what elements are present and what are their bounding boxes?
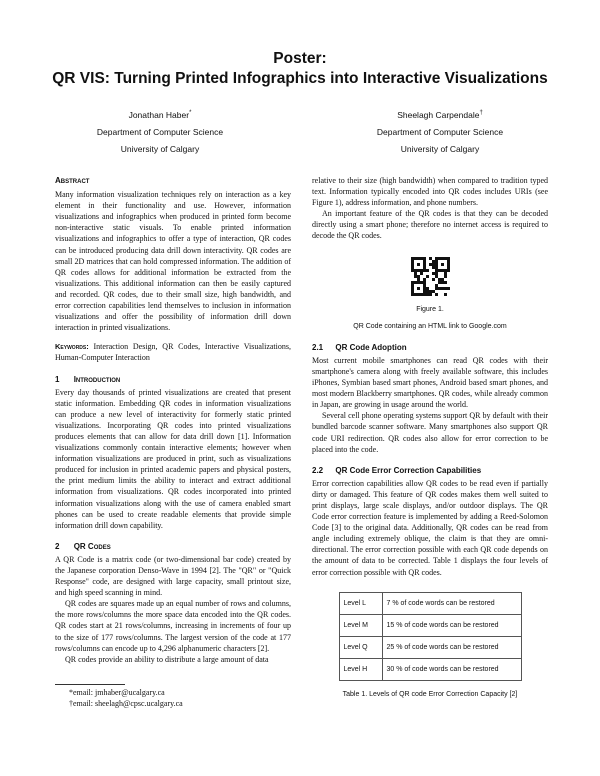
figure-1-caption: QR Code containing an HTML link to Google.com: [353, 322, 507, 330]
author-1-name: Jonathan Haber: [128, 110, 190, 120]
author-1: [60, 110, 260, 154]
table-cell-level: Level L: [339, 592, 382, 614]
section-2-1-heading: [312, 342, 548, 353]
table-cell-level: Level Q: [339, 636, 382, 658]
table-row: [339, 592, 521, 614]
footnote-1: *email: jmhaber@ucalgary.ca: [69, 688, 165, 697]
section-2-1-number: 2.1: [312, 342, 324, 352]
keywords: [55, 341, 291, 363]
section-2-1-paragraph-1: Most current mobile smartphones can read QR codes with their smartphone's camera along with freely available software, this includes iPhones, Symbian based smart phones, Android based smart phones, and most modern Blackberry smartphones. QR codes, while already common in Japan, are growing in usage around the world.: [312, 355, 548, 410]
section-2-paragraph-2: QR codes are squares made up an equal number of rows and columns, the more rows/columns the more space data encoded into the QR codes. QR codes start at 21 rows/columns, increasing in increments of four up to the size of 177 rows/columns. The largest version of the code at 177 rows/columns can encode up to 4,296 alphanumeric characters [2].: [55, 599, 291, 653]
author-2-dept: Department of Computer Science: [376, 127, 504, 137]
right-column: [312, 175, 548, 700]
author-2-mark: †: [479, 110, 483, 117]
author-1-dept: Department of Computer Science: [96, 127, 224, 137]
table-1-caption: Table 1. Levels of QR code Error Correction Capacity [2]: [342, 690, 518, 698]
section-2-2-paragraph-1: Error correction capabilities allow QR codes to be read even if partially dirty or damaged. This feature of QR codes makes them well suited to print displays, large scale displays, and/or outdoor displays. The QR Code error correction feature is implemented by adding a Reed-Solomon Code [3] to the original data. Additionally, QR codes can be read from angle including extremely oblique, the claim is that they are omni-directional. The error correction possible with each QR code depends on the amount of data to be corrected. Table 1 displays the four levels of error correction possible with QR codes.: [312, 478, 548, 577]
figure-1-label: Figure 1.: [416, 305, 444, 313]
section-2-2-number: 2.2: [312, 465, 324, 475]
table-row: [339, 636, 521, 658]
qr-code-image: [409, 255, 452, 298]
author-1-univ: University of Calgary: [120, 144, 200, 154]
table-row: [339, 614, 521, 636]
keywords-label: Keywords:: [55, 342, 89, 352]
section-2-paragraph-1: A QR Code is a matrix code (or two-dimensional bar code) created by the Japanese corporation Denso-Wave in 1994 [2]. The "QR" or "Quick Response" code, are designed with large capacity, small printout size, and high speed scanning in mind.: [55, 554, 291, 598]
poster-label: Poster:: [273, 50, 327, 67]
table-cell-description: 30 % of code words can be restored: [382, 658, 521, 680]
section-1-title: Introduction: [73, 374, 121, 384]
figure-1: [312, 252, 548, 332]
paper-title: QR VIS: Turning Printed Infographics into Interactive Visualizations: [52, 70, 548, 87]
keywords-text: Interaction Design, QR Codes, Interactive Visualizations, Human-Computer Interaction: [55, 342, 291, 363]
left-column: [55, 175, 291, 665]
section-2-title: QR Codes: [73, 541, 111, 551]
right-intro-paragraph-1: relative to their size (high bandwidth) when compared to tradition typed text. Information typically encoded into QR codes includes URIs (see Figure 1), address information, and phone numbers.: [312, 176, 548, 208]
section-1-heading: [55, 374, 291, 385]
footnote-2: †email: sheelagh@cpsc.ucalgary.ca: [69, 699, 183, 708]
right-intro-paragraph-2: An important feature of the QR codes is that they can be decoded directly using a smart phone; therefore no internet access is required to decode the QR codes.: [312, 209, 548, 241]
author-2-univ: University of Calgary: [400, 144, 480, 154]
author-1-mark: *: [189, 110, 192, 117]
section-2-paragraph-3: QR codes provide an ability to distribute a large amount of data: [65, 654, 269, 664]
author-2: [340, 110, 540, 154]
table-cell-description: 15 % of code words can be restored: [382, 614, 521, 636]
table-cell-level: Level M: [339, 614, 382, 636]
section-2-2-title: QR Code Error Correction Capabilities: [335, 465, 482, 475]
section-2-heading: [55, 541, 291, 552]
table-row: [339, 658, 521, 680]
qr-code-grid: [411, 257, 450, 296]
footnotes: [55, 684, 291, 709]
table-cell-level: Level H: [339, 658, 382, 680]
section-2-2-heading: [312, 465, 548, 476]
author-2-name: Sheelagh Carpendale: [397, 110, 480, 120]
section-1-number: 1: [55, 374, 60, 384]
table-cell-description: 7 % of code words can be restored: [382, 592, 521, 614]
footnote-rule: [55, 684, 125, 685]
section-2-1-paragraph-2: Several cell phone operating systems support QR by default with their bundled barcode scanner software. Many smartphones also support QR code URI redirection. QR codes also allow for error correction to be placed into the code.: [312, 411, 548, 454]
abstract-heading: Abstract: [55, 176, 90, 185]
section-2-1-title: QR Code Adoption: [335, 342, 407, 352]
section-1-text: Every day thousands of printed visualizations are created that present static information. Embedding QR codes in information visualizations can produce a new level of interactivity for formerly static printed visualizations. Incorporating QR codes into printed visualizations produces elements that can allow for data drill down [1]. Information visualizations commonly contain interactive elements; however when information visualizations are produced in print, such as visualizations produced for inclusion in printed academic papers and physical posters, the print medium limits the ability to interact and extract additional information from visualizations. QR codes incorporated into printed information visualizations along with the use of camera enabled smart phones can be used to create readable elements that provide simple information drill down capability.: [55, 387, 291, 530]
abstract-text: Many information visualization techniques rely on interaction as a key element in their functionality and use. However, information visualizations and infographics when produced in printed form become non-interactive static visuals. To enable printed information visualizations and infographics to offer a type of interaction, QR codes can be introduced producing data drill down interactivity. QR codes are small 2D matrices that can hold compressed information. The addition of QR codes allows for additional information be extracted from the visualizations. This additional information can then be easily captured and recorded. QR codes, due to their small size, high bandwidth, and error correction capabilities lend themselves to inclusion in information visualizations and offer the possibility of information drill down interaction in printed visualizations.: [55, 190, 291, 333]
error-correction-table: [339, 592, 522, 681]
table-cell-description: 25 % of code words can be restored: [382, 636, 521, 658]
section-2-number: 2: [55, 541, 60, 551]
